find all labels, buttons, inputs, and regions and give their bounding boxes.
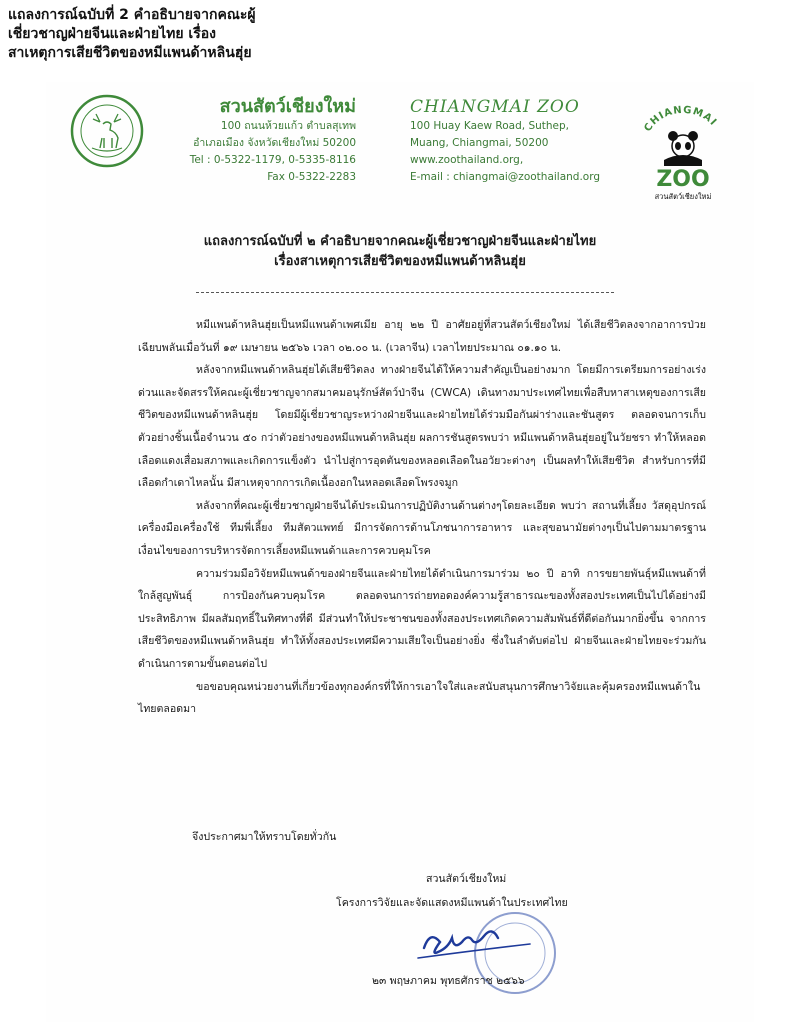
letter-document: [46, 82, 754, 1022]
headline-line-1: แถลงการณ์ฉบับที่ 2 คำอธิบายจากคณะผู้: [8, 7, 256, 23]
headline-line-3: สาเหตุการเสียชีวิตของหมีแพนด้าหลินฮุ่ย: [8, 45, 252, 61]
title-divider: [196, 292, 614, 293]
svg-text:CHIANGMAI: [642, 105, 718, 134]
logo-sub-text: สวนสัตว์เชียงใหม่: [654, 192, 712, 201]
english-address-2: Muang, Chiangmai, 50200: [410, 137, 549, 149]
logo-arc-text: CHIANGMAI: [642, 104, 719, 134]
deer-seal-icon: [70, 94, 144, 168]
thai-zoo-name: สวนสัตว์เชียงใหม่: [219, 96, 356, 117]
email: E-mail : chiangmai@zoothailand.org: [410, 171, 601, 183]
title-line-2: เรื่องสาเหตุการเสียชีวิตของหมีแพนด้าหลินฮุ่ย: [274, 254, 526, 269]
document-title: [46, 232, 754, 272]
thai-telephone: Tel : 0-5322-1179, 0-5335-8116: [189, 154, 356, 166]
closing-line: จึงประกาศมาให้ทราบโดยทั่วกัน: [192, 831, 337, 843]
signature-date: ๒๓ พฤษภาคม พุทธศักราช ๒๕๖๖: [372, 975, 525, 987]
statement-body: [138, 314, 706, 721]
signature-project: โครงการวิจัยและจัดแสดงหมีแพนด้าในประเทศไทย: [336, 897, 568, 909]
news-headline: [8, 6, 308, 63]
paragraph-4: ความร่วมมือวิจัยหมีแพนด้าของฝ่ายจีนและฝ่ายไทยได้ดำเนินการมาร่วม ๒๐ ปี อาทิ การขยายพันธุ์หมีแพนด้าที่ใกล้สูญพันธุ์ การป้องกันควบคุมโรค ตลอดจนการถ่ายทอดองค์ความรู้สาธารณะของทั้งสองประเทศเป็นไปได้อย่างมีประสิทธิภาพ มีผลสัมฤทธิ์ในทิศทางที่ดี มีส่วนทำให้ประชาชนของทั้งสองประเทศเกิดความสัมพันธ์ที่ดีต่อกันมากยิ่งขึ้น จากการเสียชีวิตของหมีแพนด้าหลินฮุ่ย ทำให้ทั้งสองประเทศมีความเสียใจเป็นอย่างยิ่ง ซึ่งในลำดับต่อไป ฝ่ายจีนและฝ่ายไทยจะร่วมกันดำเนินการตามขั้นตอนต่อไป: [138, 567, 706, 670]
paragraph-1: หมีแพนด้าหลินฮุ่ยเป็นหมีแพนด้าเพศเมีย อายุ ๒๒ ปี อาศัยอยู่ที่สวนสัตว์เชียงใหม่ ได้เสียชีวิตลงจากอาการป่วยเฉียบพลันเมื่อวันที่ ๑๙ เมษายน ๒๕๖๖ เวลา ๐๒.๐๐ น. (เวลาจีน) เวลาไทยประมาณ ๐๑.๑๐ น.: [138, 319, 706, 354]
thai-letterhead: [156, 96, 356, 186]
paragraph-2: หลังจากหมีแพนด้าหลินฮุ่ยได้เสียชีวิตลง ทางฝ่ายจีนได้ให้ความสำคัญเป็นอย่างมาก โดยมีการเตรียมการอย่างเร่งด่วนและจัดสรรให้คณะผู้เชี่ยวชาญจากสมาคมอนุรักษ์สัตว์ป่าจีน (CWCA) เดินทางมาประเทศไทยเพื่อสืบหาสาเหตุของการเสียชีวิตของหมีแพนด้าหลินฮุ่ย โดยมีผู้เชี่ยวชาญระหว่างฝ่ายจีนและฝ่ายไทยได้ร่วมมือกันผ่าร่างและชันสูตร ตลอดจนการเก็บตัวอย่างชิ้นเนื้อจำนวน ๕๐ กว่าตัวอย่างของหมีแพนด้าหลินฮุ่ย ผลการชันสูตรพบว่า หมีแพนด้าหลินฮุ่ยอยู่ในวัยชรา ทำให้หลอดเลือดแดงเสื่อมสภาพและเกิดการแข็งตัว นำไปสู่การอุดตันของหลอดเลือดในอวัยวะต่างๆ เป็นผลทำให้เสียชีวิต สำหรับการที่มีเลือดกำเดาไหลนั้น มีสาเหตุจากการเกิดเนื้องอกในหลอดเลือดโพรงจมูก: [138, 364, 706, 490]
thai-address-1: 100 ถนนห้วยแก้ว ตำบลสุเทพ: [220, 120, 356, 132]
english-address-1: 100 Huay Kaew Road, Suthep,: [410, 120, 570, 132]
headline-line-2: เชี่ยวชาญฝ่ายจีนและฝ่ายไทย เรื่อง: [8, 26, 216, 42]
thai-fax: Fax 0-5322-2283: [267, 171, 356, 183]
panda-logo-icon: [640, 102, 726, 202]
paragraph-3: หลังจากที่คณะผู้เชี่ยวชาญฝ่ายจีนได้ประเมินการปฏิบัติงานด้านต่างๆโดยละเอียด พบว่า สถานที่เลี้ยง วัสดุอุปกรณ์ เครื่องมือเครื่องใช้ ทีมพี่เลี้ยง ทีมสัตวแพทย์ มีการจัดการด้านโภชนาการอาหาร และสุขอนามัยต่างๆเป็นไปตามมาตรฐานเงื่อนไขของการบริหารจัดการเลี้ยงหมีแพนด้าและการควบคุมโรค: [138, 499, 706, 557]
signature-mark: [406, 908, 546, 970]
logo-zoo-text: ZOO: [656, 167, 710, 192]
thai-address-2: อำเภอเมือง จังหวัดเชียงใหม่ 50200: [193, 137, 356, 149]
title-line-1: แถลงการณ์ฉบับที่ ๒ คำอธิบายจากคณะผู้เชี่ยวชาญฝ่ายจีนและฝ่ายไทย: [203, 234, 597, 249]
website: www.zoothailand.org,: [410, 154, 524, 166]
signature-org: สวนสัตว์เชียงใหม่: [426, 873, 507, 885]
english-zoo-name: CHIANGMAI ZOO: [410, 97, 580, 117]
english-letterhead: [410, 96, 640, 186]
paragraph-5: ขอขอบคุณหน่วยงานที่เกี่ยวข้องทุกองค์กรที่ให้การเอาใจใส่และสนับสนุนการศึกษาวิจัยและคุ้มครองหมีแพนด้าในไทยตลอดมา: [138, 680, 701, 716]
